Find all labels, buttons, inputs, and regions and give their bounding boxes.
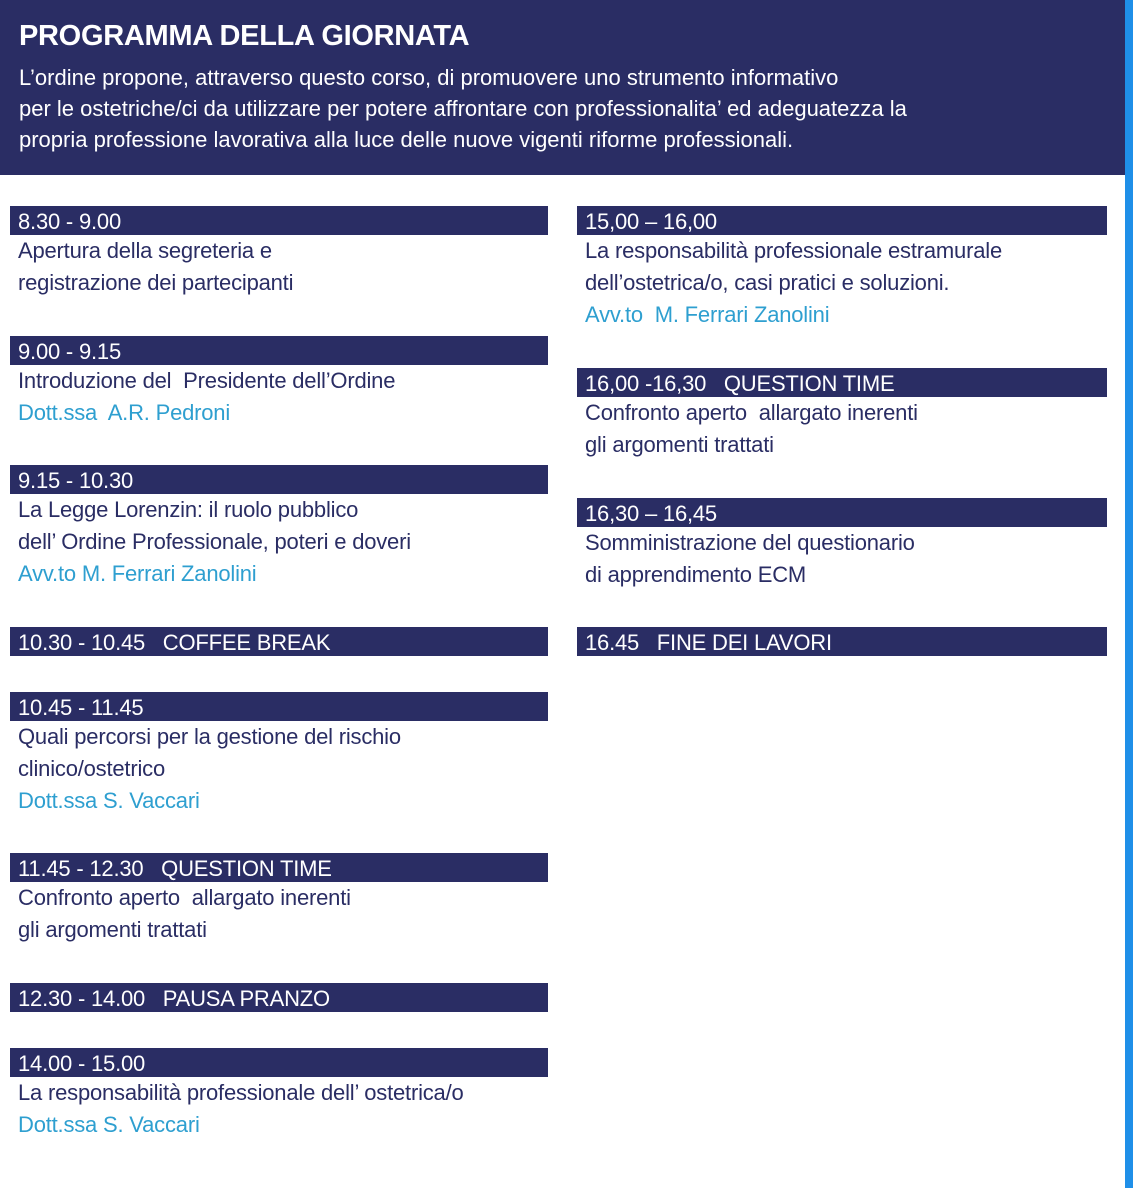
time-bar: 11.45 - 12.30 QUESTION TIME	[10, 853, 548, 882]
page-title: PROGRAMMA DELLA GIORNATA	[19, 20, 470, 52]
time-bar: 14.00 - 15.00	[10, 1048, 548, 1077]
time-bar: 12.30 - 14.00 PAUSA PRANZO	[10, 983, 548, 1012]
session-line: gli argomenti trattati	[585, 432, 774, 457]
speaker-name: Dott.ssa A.R. Pedroni	[18, 400, 231, 425]
speaker-name: Avv.to M. Ferrari Zanolini	[585, 302, 830, 327]
time-bar: 15,00 – 16,00	[577, 206, 1107, 235]
session-line: dell’ostetrica/o, casi pratici e soluzioni.	[585, 270, 950, 295]
schedule-item	[577, 498, 1107, 591]
program-header	[0, 0, 1125, 175]
speaker-name: Avv.to M. Ferrari Zanolini	[18, 561, 257, 586]
time-bar: 16,30 – 16,45	[577, 498, 1107, 527]
time-bar: 8.30 - 9.00	[10, 206, 548, 235]
session-line: registrazione dei partecipanti	[18, 270, 294, 295]
schedule-item	[10, 983, 548, 1012]
time-bar: 10.30 - 10.45 COFFEE BREAK	[10, 627, 548, 656]
time-bar: 9.15 - 10.30	[10, 465, 548, 494]
intro-line: propria professione lavorativa alla luce delle nuove vigenti riforme professionali.	[19, 127, 794, 152]
intro-line: L’ordine propone, attraverso questo corso, di promuovere uno strumento informativo	[19, 65, 839, 90]
time-bar: 16,00 -16,30 QUESTION TIME	[577, 368, 1107, 397]
session-line: dell’ Ordine Professionale, poteri e doveri	[18, 529, 411, 554]
speaker-name: Dott.ssa S. Vaccari	[18, 1112, 200, 1137]
schedule-item	[577, 627, 1107, 656]
schedule-item	[10, 465, 548, 590]
session-line: Introduzione del Presidente dell’Ordine	[18, 368, 396, 393]
schedule-item	[10, 692, 548, 817]
session-line: Somministrazione del questionario	[585, 530, 915, 555]
intro-paragraph	[19, 62, 1109, 155]
session-line: Confronto aperto allargato inerenti	[18, 885, 351, 910]
time-bar: 10.45 - 11.45	[10, 692, 548, 721]
session-line: clinico/ostetrico	[18, 756, 165, 781]
session-line: La Legge Lorenzin: il ruolo pubblico	[18, 497, 359, 522]
session-line: di apprendimento ECM	[585, 562, 807, 587]
time-bar: 16.45 FINE DEI LAVORI	[577, 627, 1107, 656]
schedule-item	[10, 206, 548, 299]
session-line: Apertura della segreteria e	[18, 238, 272, 263]
schedule-item	[577, 206, 1107, 331]
accent-rail	[1125, 0, 1133, 1188]
session-line: gli argomenti trattati	[18, 917, 207, 942]
schedule-item	[10, 853, 548, 946]
schedule-item	[10, 1048, 548, 1141]
session-line: La responsabilità professionale estramurale	[585, 238, 1002, 263]
schedule-item	[10, 336, 548, 429]
session-line: La responsabilità professionale dell’ ostetrica/o	[18, 1080, 464, 1105]
time-bar: 9.00 - 9.15	[10, 336, 548, 365]
schedule-item	[577, 368, 1107, 461]
session-line: Quali percorsi per la gestione del rischio	[18, 724, 401, 749]
intro-line: per le ostetriche/ci da utilizzare per potere affrontare con professionalita’ ed adeguatezza la	[19, 96, 907, 121]
schedule-item	[10, 627, 548, 656]
session-line: Confronto aperto allargato inerenti	[585, 400, 918, 425]
speaker-name: Dott.ssa S. Vaccari	[18, 788, 200, 813]
